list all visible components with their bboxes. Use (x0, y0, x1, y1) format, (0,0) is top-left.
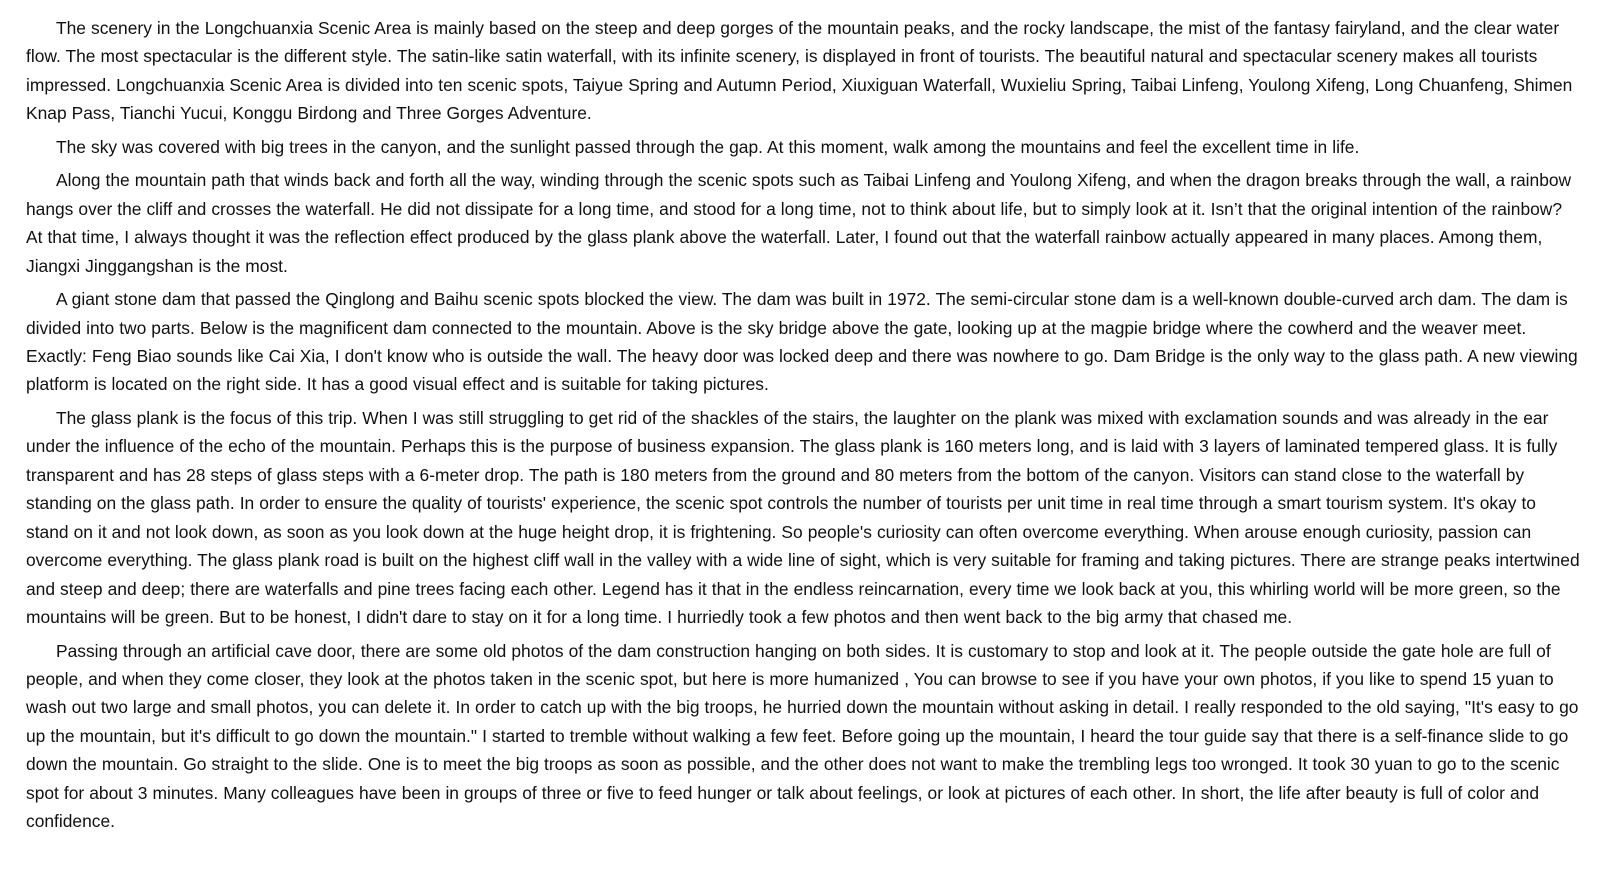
paragraph: Passing through an artificial cave door, there are some old photos of the dam construction hanging on both sides. It is customary to stop and look at it. The people outside the gate hole are full of people, and when they come closer, they look at the photos taken in the scenic spot, but here is more humanized , You can browse to see if you have your own photos, if you like to spend 15 yuan to wash out two large and small photos, you can delete it. In order to catch up with the big troops, he hurried down the mountain without asking in detail. I really responded to the old saying, "It's easy to go up the mountain, but it's difficult to go down the mountain." I started to tremble without walking a few feet. Before going up the mountain, I heard the tour guide say that there is a self-finance slide to go down the mountain. Go straight to the slide. One is to meet the big troops as soon as possible, and the other does not want to make the trembling legs too wronged. It took 30 yuan to go to the scenic spot for about 3 minutes. Many colleagues have been in groups of three or five to feed hunger or talk about feelings, or look at pictures of each other. In short, the life after beauty is full of color and confidence. (26, 640, 1579, 832)
paragraph: A giant stone dam that passed the Qinglong and Baihu scenic spots blocked the view. The dam was built in 1972. The semi-circular stone dam is a well-known double-curved arch dam. The dam is divided into two parts. Below is the magnificent dam connected to the mountain. Above is the sky bridge above the gate, looking up at the magpie bridge where the cowherd and the weaver meet. Exactly: Feng Biao sounds like Cai Xia, I don't know who is outside the wall. The heavy door was locked deep and there was nowhere to go. Dam Bridge is the only way to the glass path. A new viewing platform is located on the right side. It has a good visual effect and is suitable for taking pictures. (26, 289, 1578, 395)
paragraph: The sky was covered with big trees in the canyon, and the sunlight passed through the gap. At this moment, walk among the mountains and feel the excellent time in life. (56, 136, 1360, 157)
paragraph: The glass plank is the focus of this trip. When I was still struggling to get rid of the shackles of the stairs, the laughter on the plank was mixed with exclamation sounds and was already in the ear under the influence of the echo of the mountain. Perhaps this is the purpose of business expansion. The glass plank is 160 meters long, and is laid with 3 layers of laminated tempered glass. It is fully transparent and has 28 steps of glass steps with a 6-meter drop. The path is 180 meters from the ground and 80 meters from the bottom of the canyon. Visitors can stand close to the waterfall by standing on the glass path. In order to ensure the quality of tourists' experience, the scenic spot controls the number of tourists per unit time in real time through a smart tourism system. It's okay to stand on it and not look down, as soon as you look down at the huge height drop, it is frightening. So people's curiosity can often overcome everything. When arouse enough curiosity, passion can overcome everything. The glass plank road is built on the highest cliff wall in the valley with a wide line of sight, which is very suitable for framing and taking pictures. There are strange peaks intertwined and steep and deep; there are waterfalls and pine trees facing each other. Legend has it that in the endless reincarnation, every time we look back at you, this whirling world will be more green, so the mountains will be green. But to be honest, I didn't dare to stay on it for a long time. I hurriedly took a few photos and then went back to the big army that chased me. (26, 407, 1580, 628)
paragraph: Along the mountain path that winds back and forth all the way, winding through the scenic spots such as Taibai Linfeng and Youlong Xifeng, and when the dragon breaks through the wall, a rainbow hangs over the cliff and crosses the waterfall. He did not dissipate for a long time, and stood for a long time, not to think about life, but to simply look at it. Isn’t that the original intention of the rainbow? At that time, I always thought it was the reflection effect produced by the glass plank above the waterfall. Later, I found out that the waterfall rainbow actually appeared in many places. Among them, Jiangxi Jinggangshan is the most. (26, 170, 1572, 276)
paragraph: The scenery in the Longchuanxia Scenic Area is mainly based on the steep and deep gorges of the mountain peaks, and the rocky landscape, the mist of the fantasy fairyland, and the clear water flow. The most spectacular is the different style. The satin-like satin waterfall, with its infinite scenery, is displayed in front of tourists. The beautiful natural and spectacular scenery makes all tourists impressed. Longchuanxia Scenic Area is divided into ten scenic spots, Taiyue Spring and Autumn Period, Xiuxiguan Waterfall, Wuxieliu Spring, Taibai Linfeng, Youlong Xifeng, Long Chuanfeng, Shimen Knap Pass, Tianchi Yucui, Konggu Birdong and Three Gorges Adventure. (26, 18, 1573, 124)
